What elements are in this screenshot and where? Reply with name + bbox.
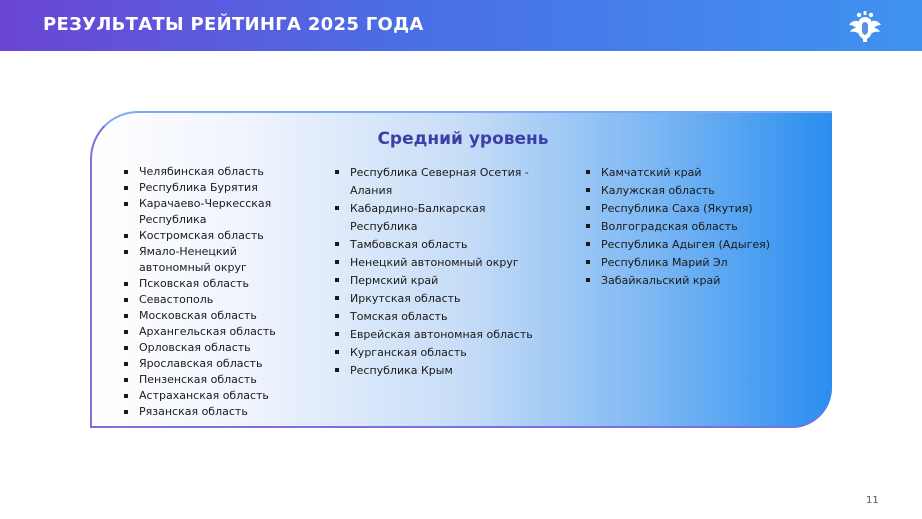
list-item: Челябинская область (124, 164, 284, 180)
header-bar (0, 0, 922, 51)
list-item: Орловская область (124, 340, 284, 356)
list-item: Республика Северная Осетия - Алания (335, 164, 545, 200)
list-item: Ненецкий автономный округ (335, 254, 545, 272)
list-item: Тамбовская область (335, 236, 545, 254)
region-list-column-2 (335, 164, 545, 380)
list-item: Республика Бурятия (124, 180, 284, 196)
list-item: Астраханская область (124, 388, 284, 404)
list-item: Республика Адыгея (Адыгея) (586, 236, 806, 254)
list-item: Республика Крым (335, 362, 545, 380)
eagle-emblem-icon (848, 9, 882, 43)
list-item: Севастополь (124, 292, 284, 308)
list-item: Пензенская область (124, 372, 284, 388)
list-item: Волгоградская область (586, 218, 806, 236)
page-number: 11 (866, 495, 879, 506)
page-title: РЕЗУЛЬТАТЫ РЕЙТИНГА 2025 ГОДА (43, 14, 424, 35)
list-item: Пермский край (335, 272, 545, 290)
list-item: Республика Саха (Якутия) (586, 200, 806, 218)
list-item: Карачаево-Черкесская Республика (124, 196, 284, 228)
list-item: Иркутская область (335, 290, 545, 308)
list-item: Псковская область (124, 276, 284, 292)
list-item: Московская область (124, 308, 284, 324)
list-item: Костромская область (124, 228, 284, 244)
list-item: Томская область (335, 308, 545, 326)
results-card (90, 111, 832, 428)
region-list-column-3 (586, 164, 806, 290)
list-item: Ярославская область (124, 356, 284, 372)
list-item: Забайкальский край (586, 272, 806, 290)
list-item: Ямало-Ненецкий автономный округ (124, 244, 284, 276)
list-item: Еврейская автономная область (335, 326, 545, 344)
region-list-column-1 (124, 164, 284, 420)
list-item: Архангельская область (124, 324, 284, 340)
list-item: Кабардино-Балкарская Республика (335, 200, 545, 236)
list-item: Курганская область (335, 344, 545, 362)
list-item: Камчатский край (586, 164, 806, 182)
list-item: Калужская область (586, 182, 806, 200)
list-item: Республика Марий Эл (586, 254, 806, 272)
list-item: Рязанская область (124, 404, 284, 420)
card-title: Средний уровень (377, 129, 549, 149)
